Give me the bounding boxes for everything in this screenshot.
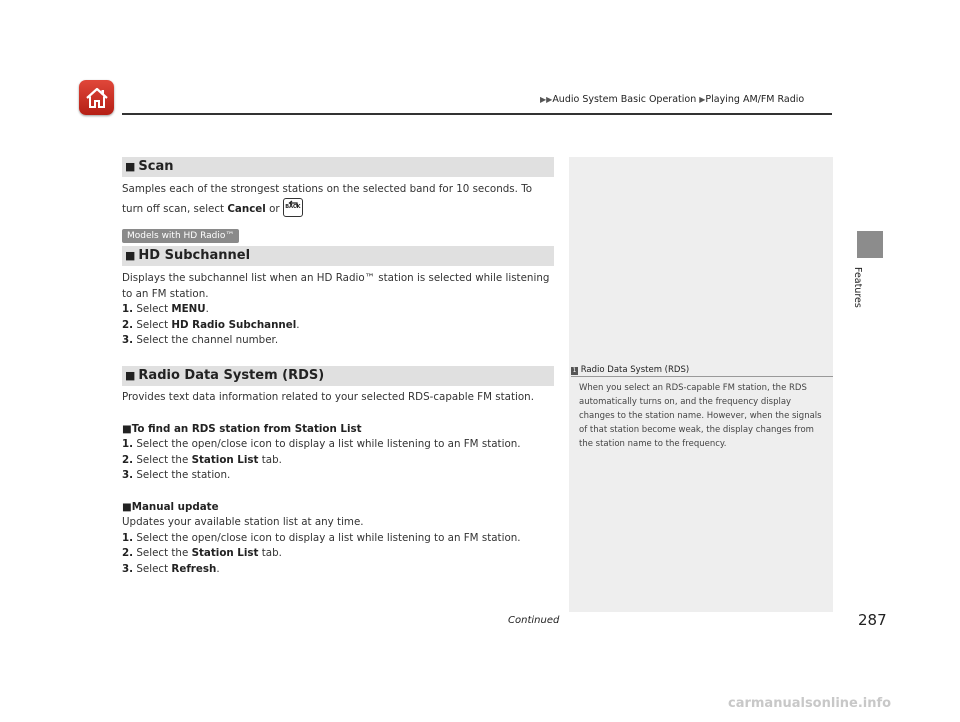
square-bullet-icon: ■ xyxy=(122,500,132,513)
scan-text: Samples each of the strongest stations on the selected band for 10 seconds. To turn off scan, select xyxy=(122,183,533,215)
hd-intro: Displays the subchannel list when an HD Radio™ station is selected while listening to an FM station. xyxy=(122,272,550,300)
rds-content xyxy=(122,390,554,577)
note-marker-icon: 1 xyxy=(572,367,577,374)
scan-description xyxy=(122,182,554,217)
breadcrumb-arrow-icon: ▶ xyxy=(699,95,706,104)
model-badge: Models with HD Radio™ xyxy=(122,229,239,243)
page-number: 287 xyxy=(858,611,887,629)
breadcrumb xyxy=(540,94,804,105)
continued-label: Continued xyxy=(508,615,560,626)
note-body: When you select an RDS-capable FM station, the RDS automatically turns on, and the frequency display changes to the station name. However, when the signals of that station become weak, the display changes from the station name to the frequency. xyxy=(579,383,822,449)
subsection-heading-find-station: ■To find an RDS station from Station List xyxy=(122,422,362,435)
list-item: 1. Select the open/close icon to display a list while listening to an FM station. xyxy=(122,438,521,450)
watermark: carmanualsonline.info xyxy=(728,696,892,711)
header-divider xyxy=(122,113,832,115)
home-button[interactable] xyxy=(79,80,114,115)
list-item: 1. Select the open/close icon to display a list while listening to an FM station. xyxy=(122,531,521,544)
manual-intro: Updates your available station list at any time. xyxy=(122,516,364,528)
hd-content xyxy=(122,271,554,349)
note-title: Radio Data System (RDS) xyxy=(580,365,690,375)
back-icon-label: BACK xyxy=(285,204,301,210)
note-heading xyxy=(571,365,833,377)
section-title: Scan xyxy=(138,159,174,174)
list-item: 2. Select the Station List tab. xyxy=(122,453,282,466)
breadcrumb-arrow-icon: ▶▶ xyxy=(540,95,553,104)
section-heading-hd-subchannel xyxy=(122,246,554,266)
list-item: 3. Select Refresh. xyxy=(122,562,220,575)
section-title: HD Subchannel xyxy=(138,248,251,263)
rds-intro: Provides text data information related to your selected RDS-capable FM station. xyxy=(122,391,534,403)
back-icon xyxy=(283,198,303,217)
list-item: 1. Select MENU. xyxy=(122,303,209,315)
section-tab-marker xyxy=(857,231,883,258)
section-heading-scan xyxy=(122,157,554,177)
breadcrumb-item[interactable]: Audio System Basic Operation xyxy=(552,94,697,105)
section-title: Radio Data System (RDS) xyxy=(138,368,325,383)
list-item: 3. Select the channel number. xyxy=(122,334,279,346)
home-icon xyxy=(85,87,109,109)
square-bullet-icon: ■ xyxy=(122,422,132,435)
square-bullet-icon: ■ xyxy=(125,369,136,382)
square-bullet-icon: ■ xyxy=(125,160,136,173)
breadcrumb-item[interactable]: Playing AM/FM Radio xyxy=(705,94,805,105)
cancel-label: Cancel xyxy=(227,202,266,215)
section-tab-label: Features xyxy=(852,267,863,308)
list-item: 2. Select the Station List tab. xyxy=(122,547,282,559)
list-item: 3. Select the station. xyxy=(122,469,231,481)
section-heading-rds xyxy=(122,366,554,386)
subsection-heading-manual-update: ■Manual update xyxy=(122,500,219,513)
square-bullet-icon: ■ xyxy=(125,249,136,262)
or-text: or xyxy=(269,202,280,215)
list-item: 2. Select HD Radio Subchannel. xyxy=(122,318,300,331)
